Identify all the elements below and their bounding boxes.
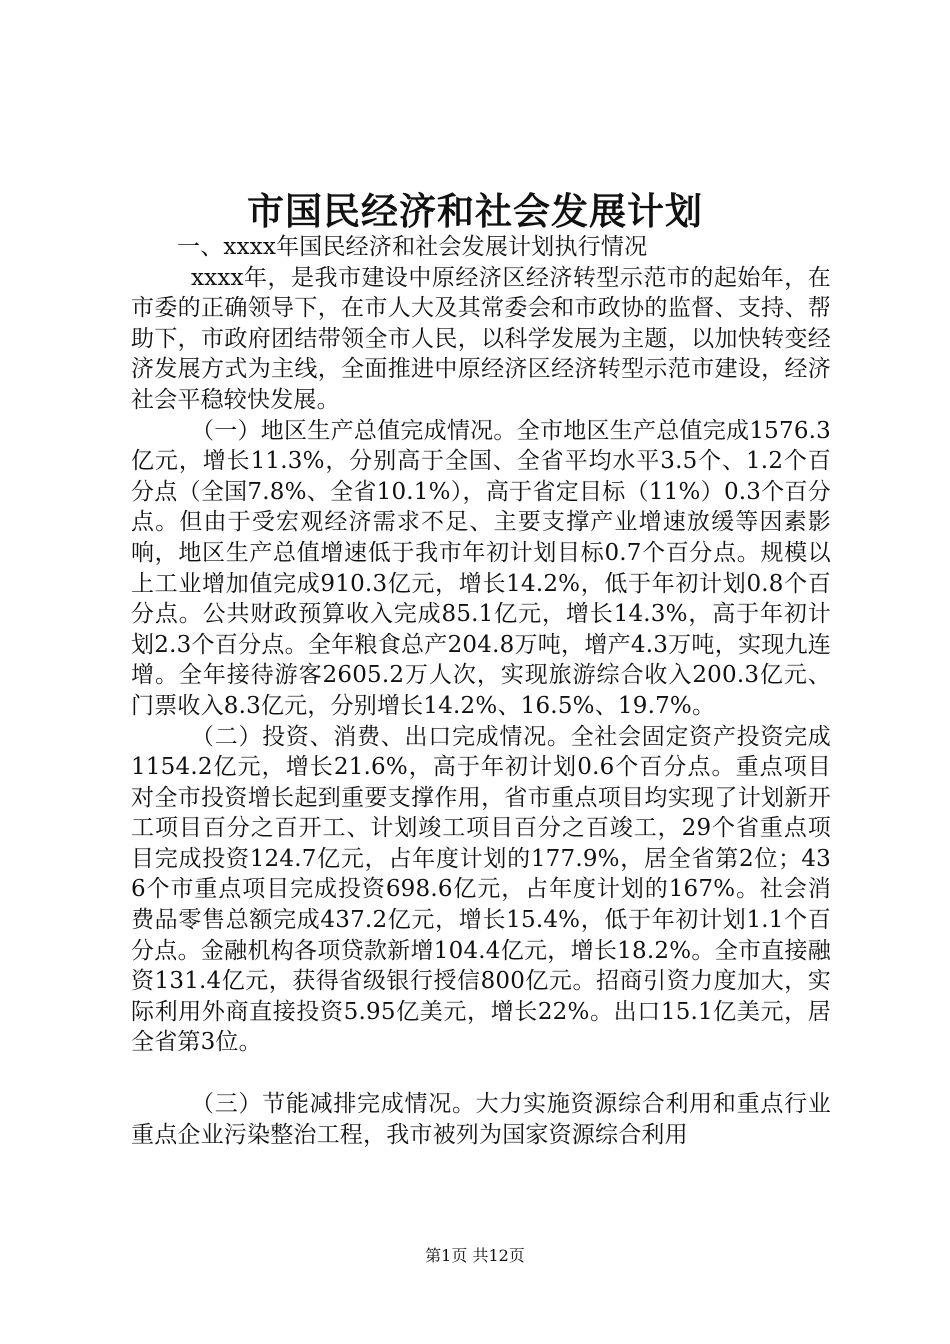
paragraph-gdp: （一）地区生产总值完成情况。全市地区生产总值完成1576.3亿元，增长11.3%，分别高于全国、全省平均水平3.5个、1.2个百分点（全国7.8%、全省10.1%），高于省定目标（11%）0.3个百分点。但由于受宏观经济需求不足、主要支撑产业增速放缓等因素影响，地区生产总值增速低于我市年初计划目标0.7个百分点。规模以上工业增加值完成910.3亿元，增长14.2%，低于年初计划0.8个百分点。公共财政预算收入完成85.1亿元，增长14.3%，高于年初计划2.3个百分点。全年粮食总产204.8万吨，增产4.3万吨，实现九连增。全年接待游客2605.2万人次，实现旅游综合收入200.3亿元、门票收入8.3亿元，分别增长14.2%、16.5%、19.7%。 bbox=[131, 417, 831, 719]
paragraph-investment: （二）投资、消费、出口完成情况。全社会固定资产投资完成1154.2亿元，增长21.6%，高于年初计划0.6个百分点。重点项目对全市投资增长起到重要支撑作用，省市重点项目均实现了计划新开工项目百分之百开工、计划竣工项目百分之百竣工，29个省重点项目完成投资124.7亿元，占年度计划的177.9%，居全省第2位；436个市重点项目完成投资698.6亿元，占年度计划的167%。社会消费品零售总额完成437.2亿元，增长15.4%，低于年初计划1.1个百分点。金融机构各项贷款新增104.4亿元，增长18.2%。全市直接融资131.4亿元，获得省级银行授信800亿元。招商引资力度加大，实际利用外商直接投资5.95亿美元，增长22%。出口15.1亿美元，居全省第3位。 bbox=[131, 723, 831, 1056]
page-number: 第1页 共12页 bbox=[425, 1246, 525, 1265]
paragraph-energy-saving: （三）节能减排完成情况。大力实施资源综合利用和重点行业重点企业污染整治工程，我市被列为国家资源综合利用 bbox=[131, 1091, 831, 1148]
document-body bbox=[131, 232, 831, 1150]
section-heading-1: 一、xxxx年国民经济和社会发展计划执行情况 bbox=[177, 234, 648, 260]
paragraph-intro: xxxx年，是我市建设中原经济区经济转型示范市的起始年，在市委的正确领导下，在市人大及其常委会和市政协的监督、支持、帮助下，市政府团结带领全市人民，以科学发展为主题，以加快转变经济发展方式为主线，全面推进中原经济区经济转型示范市建设，经济社会平稳较快发展。 bbox=[131, 264, 831, 413]
document-title: 市国民经济和社会发展计划 bbox=[247, 189, 703, 233]
